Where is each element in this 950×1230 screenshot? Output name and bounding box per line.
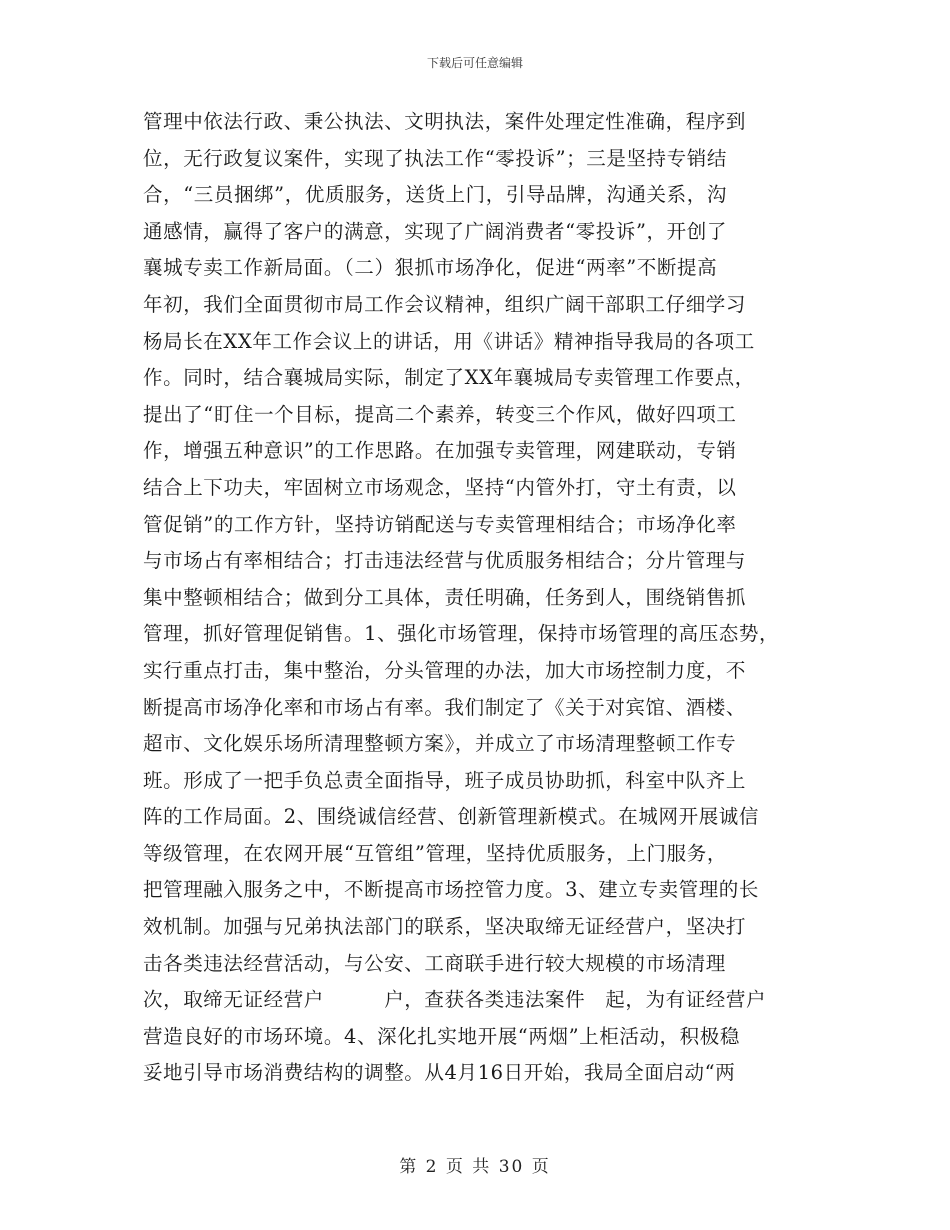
text-line: 作。同时，结合襄城局实际，制定了XX年襄城局专卖管理工作要点， (143, 366, 755, 390)
text-line: 通感情，赢得了客户的满意，实现了广阔消费者“零投诉”，开创了 (143, 219, 727, 243)
text-line: 位，无行政复议案件，实现了执法工作“零投诉”；三是坚持专销结 (143, 146, 727, 170)
document-body (143, 104, 823, 1092)
text-line: 管理中依法行政、秉公执法、文明执法，案件处理定性准确，程序到 (143, 110, 747, 133)
text-line: 等级管理，在农网开展“互管组”管理，坚持优质服务，上门服务， (143, 841, 727, 865)
text-line: 襄城专卖工作新局面。（二）狠抓市场净化，促进“两率”不断提高 (143, 256, 718, 280)
text-line: 与市场占有率相结合；打击违法经营与优质服务相结合；分片管理与 (143, 549, 747, 573)
text-line: 阵的工作局面。2、围绕诚信经营、创新管理新模式。在城网开展诚信 (143, 805, 760, 829)
text-line: 断提高市场净化率和市场占有率。我们制定了《关于对宾馆、酒楼、 (143, 695, 747, 719)
page-header: 下载后可任意编辑 (426, 56, 523, 70)
text-line: 杨局长在XX年工作会议上的讲话，用《讲话》精神指导我局的各项工 (143, 329, 755, 353)
page-footer: 第 2 页 共 30 页 (399, 1157, 551, 1177)
text-line: 班。形成了一把手负总责全面指导，班子成员协助抓，科室中队齐上 (143, 768, 747, 792)
text-line: 结合上下功夫，牢固树立市场观念，坚持“内管外打，守土有责，以 (143, 475, 737, 499)
text-line: 集中整顿相结合；做到分工具体，责任明确，任务到人，围绕销售抓 (143, 585, 747, 609)
text-line: 实行重点打击，集中整治，分头管理的办法，加大市场控制力度，不 (143, 658, 747, 682)
text-line: 效机制。加强与兄弟执法部门的联系，坚决取缔无证经营户，坚决打 (143, 915, 747, 939)
text-line: 超市、文化娱乐场所清理整顿方案》，并成立了市场清理整顿工作专 (143, 732, 737, 756)
text-line: 合，“三员捆绑”，优质服务，送货上门，引导品牌，沟通关系，沟 (143, 183, 727, 207)
text-line: 次，取缔无证经营户 户，查获各类违法案件 起，为有证经营户 (143, 988, 767, 1012)
text-line: 作，增强五种意识”的工作思路。在加强专卖管理，网建联动，专销 (143, 439, 737, 463)
text-line: 管理，抓好管理促销售。1、强化市场管理，保持市场管理的高压态势， (143, 622, 780, 646)
text-line: 提出了“盯住一个目标，提高二个素养，转变三个作风，做好四项工 (143, 402, 737, 426)
text-line: 把管理融入服务之中，不断提高市场控管力度。3、建立专卖管理的长 (143, 878, 760, 902)
text-line: 年初，我们全面贯彻市局工作会议精神，组织广阔干部职工仔细学习 (143, 292, 747, 316)
text-line: 管促销”的工作方针，坚持访销配送与专卖管理相结合；市场净化率 (143, 512, 737, 536)
text-line: 妥地引导市场消费结构的调整。从4月16日开始，我局全面启动“两 (143, 1061, 736, 1085)
text-line: 击各类违法经营活动，与公安、工商联手进行较大规模的市场清理 (143, 951, 726, 975)
text-line: 营造良好的市场环境。4、深化扎实地开展“两烟”上柜活动，积极稳 (143, 1024, 740, 1048)
